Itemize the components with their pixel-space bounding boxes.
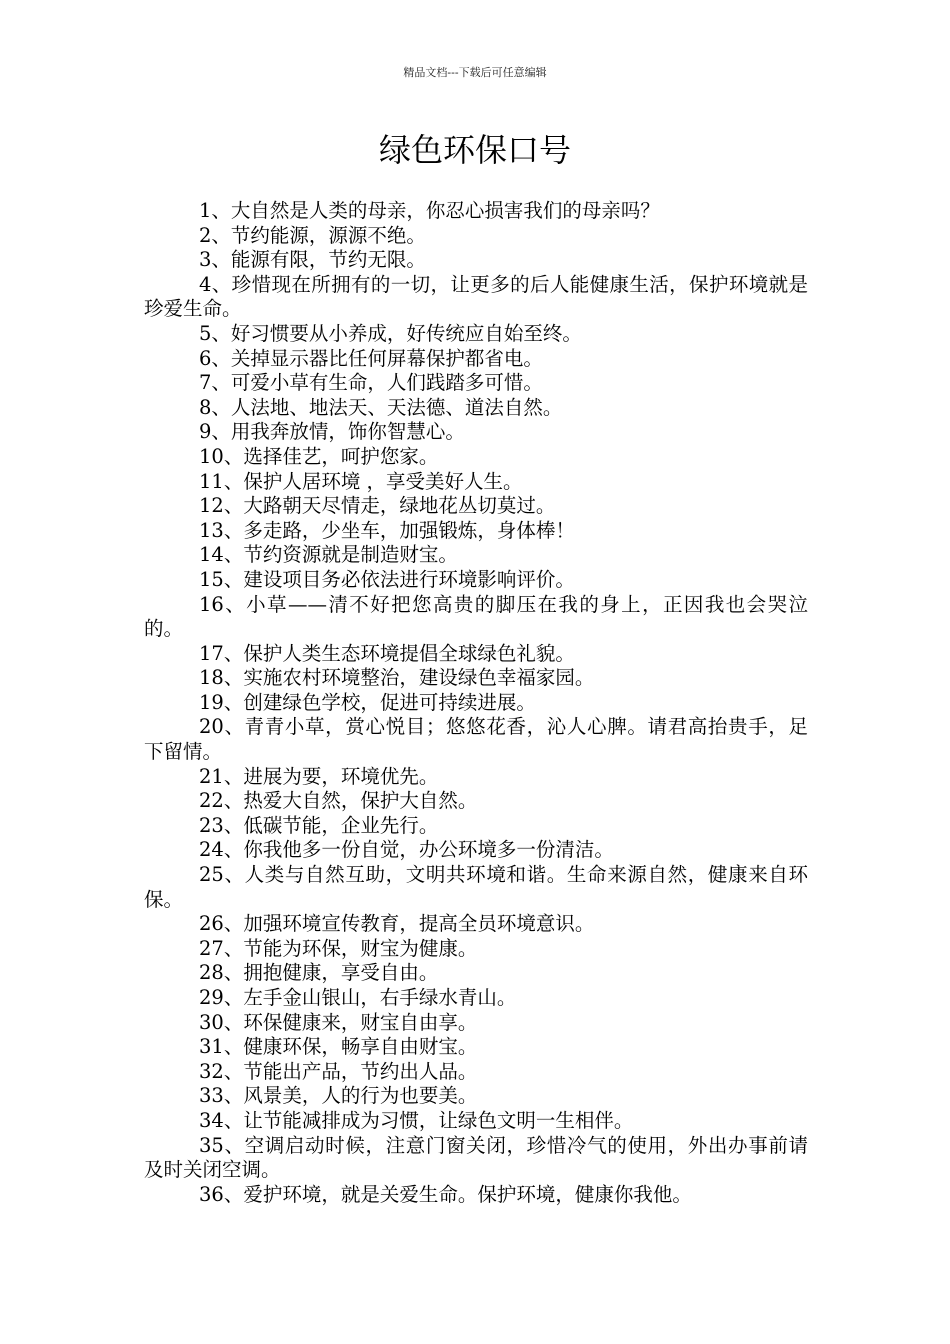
slogan-item: 8、人法地、地法天、天法德、道法自然。	[199, 395, 563, 419]
slogan-item: 24、你我他多一份自觉，办公环境多一份清洁。	[199, 838, 614, 862]
slogan-item: 31、健康环保，畅享自由财宝。	[199, 1035, 478, 1059]
slogan-list	[144, 199, 808, 1207]
slogan-item: 10、选择佳艺，呵护您家。	[199, 444, 439, 468]
slogan-item: 1、大自然是人类的母亲，你忍心损害我们的母亲吗？	[199, 199, 660, 222]
slogan-item: 21、进展为要，环境优先。	[199, 764, 439, 788]
slogan-item: 5、好习惯要从小养成，好传统应自始至终。	[199, 321, 582, 345]
slogan-item: 9、用我奔放情，饰你智慧心。	[199, 420, 465, 444]
slogan-item: 4、珍惜现在所拥有的一切，让更多的后人能健康生活，保护环境就是珍爱生命。	[144, 272, 808, 321]
slogan-item: 22、热爱大自然，保护大自然。	[199, 789, 478, 813]
document-title: 绿色环保口号	[378, 131, 571, 169]
slogan-item: 16、小草——清不好把您高贵的脚压在我的身上，正因我也会哭泣的。	[144, 592, 808, 641]
slogan-item: 36、爱护环境，就是关爱生命。保护环境，健康你我他。	[199, 1182, 692, 1206]
slogan-item: 17、保护人类生态环境提倡全球绿色礼貌。	[199, 641, 575, 665]
slogan-item: 12、大路朝天尽情走，绿地花丛切莫过。	[199, 494, 556, 518]
slogan-item: 20、青青小草，赏心悦目；悠悠花香，沁人心脾。请君高抬贵手，足下留情。	[144, 715, 808, 764]
slogan-item: 14、节约资源就是制造财宝。	[199, 543, 458, 567]
slogan-item: 23、低碳节能，企业先行。	[199, 813, 439, 837]
slogan-item: 35、空调启动时候，注意门窗关闭，珍惜冷气的使用，外出办事前请及时关闭空调。	[144, 1133, 808, 1182]
slogan-item: 27、节能为环保，财宝为健康。	[199, 936, 478, 960]
slogan-item: 28、拥抱健康，享受自由。	[199, 961, 439, 985]
slogan-item: 15、建设项目务必依法进行环境影响评价。	[199, 567, 575, 591]
slogan-item: 13、多走路，少坐车，加强锻炼，身体棒！	[199, 518, 575, 542]
slogan-item: 32、节能出产品，节约出人品。	[199, 1059, 478, 1083]
slogan-item: 11、保护人居环境 ，享受美好人生。	[199, 469, 523, 493]
slogan-item: 26、加强环境宣传教育，提高全员环境意识。	[199, 912, 595, 936]
slogan-item: 25、人类与自然互助，文明共环境和谐。生命来源自然，健康来自环保。	[144, 863, 808, 911]
slogan-item: 30、环保健康来，财宝自由享。	[199, 1010, 478, 1034]
page-header: 精品文档---下载后可任意编辑	[403, 66, 547, 79]
slogan-item: 6、关掉显示器比任何屏幕保护都省电。	[199, 346, 543, 370]
slogan-item: 34、让节能减排成为习惯，让绿色文明一生相伴。	[199, 1108, 634, 1132]
slogan-item: 33、风景美，人的行为也要美。	[199, 1084, 478, 1108]
slogan-item: 2、节约能源，源源不绝。	[199, 223, 426, 247]
slogan-item: 7、可爱小草有生命，人们践踏多可惜。	[199, 371, 543, 395]
slogan-item: 19、创建绿色学校，促进可持续进展。	[199, 690, 536, 714]
slogan-item: 18、实施农村环境整治，建设绿色幸福家园。	[199, 666, 595, 690]
slogan-item: 3、能源有限，节约无限。	[199, 248, 426, 272]
slogan-item: 29、左手金山银山，右手绿水青山。	[199, 986, 517, 1009]
